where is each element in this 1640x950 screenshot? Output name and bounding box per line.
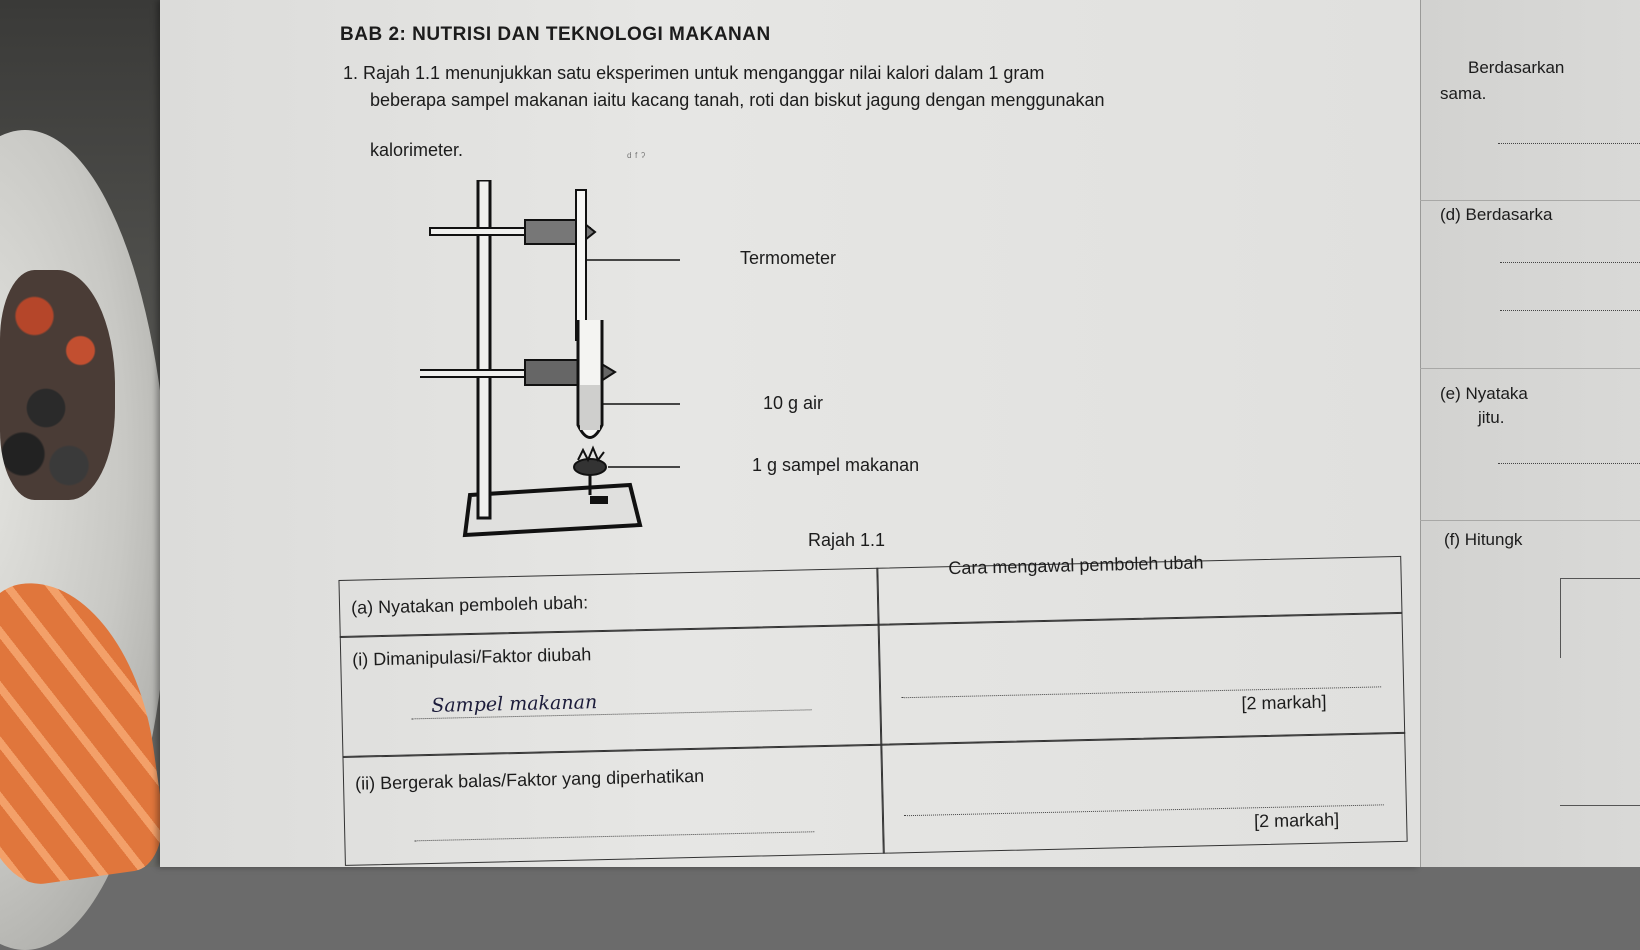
marks-label: [2 markah]: [1253, 809, 1340, 832]
worksheet-page-right: [1420, 0, 1640, 867]
question-e-text: (e) Nyataka: [1440, 384, 1528, 403]
variables-table: [338, 536, 1420, 860]
table-row-right: [880, 732, 1407, 854]
table-row-right: [878, 612, 1406, 746]
chapter-title: BAB 2: NUTRISI DAN TEKNOLOGI MAKANAN: [340, 24, 771, 45]
row-label-responding: (ii) Bergerak balas/Faktor yang diperhatikan: [354, 765, 705, 794]
section-divider: [1420, 520, 1640, 521]
answer-box-top: [1560, 578, 1640, 579]
answer-line: [1498, 143, 1640, 144]
label-food-sample: 1 g sampel makanan: [752, 455, 920, 475]
question-c-text: Berdasarkan: [1468, 58, 1565, 77]
question-e-text-2: jitu.: [1478, 408, 1505, 427]
pencil-scribble: ᵈ ᶠ ˀ: [627, 150, 646, 164]
table-header-right-text: Cara mengawal pemboleh ubah: [948, 552, 1204, 579]
answer-box-side: [1560, 578, 1561, 658]
question-line-3: kalorimeter.: [370, 140, 464, 160]
section-divider: [1420, 368, 1640, 369]
answer-box-bottom: [1560, 805, 1640, 806]
table-row: [340, 624, 883, 758]
label-thermometer: Termometer: [740, 248, 837, 268]
background-left: [0, 0, 175, 867]
row-label-manipulated: (i) Dimanipulasi/Faktor diubah: [352, 644, 592, 670]
question-c-text-2: sama.: [1440, 84, 1487, 103]
berries: [0, 270, 115, 500]
answer-line: [1500, 310, 1640, 311]
answer-line: [1500, 262, 1640, 263]
table-row: [342, 744, 884, 866]
figure-caption: Rajah 1.1: [808, 530, 886, 550]
table-header-left-text: (a) Nyatakan pemboleh ubah:: [350, 592, 589, 618]
answer-line: [1498, 463, 1640, 464]
question-line-1: 1. Rajah 1.1 menunjukkan satu eksperimen untuk menganggar nilai kalori dalam 1 gram: [343, 63, 1045, 83]
marks-label: [2 markah]: [1241, 691, 1327, 714]
handwritten-answer[interactable]: Sampel makanan: [431, 691, 598, 717]
question-d-text: (d) Berdasarka: [1440, 205, 1553, 224]
question-line-2: beberapa sampel makanan iaitu kacang tanah, roti dan biskut jagung dengan menggunakan: [370, 90, 1105, 110]
calorimeter-apparatus: [420, 180, 680, 540]
section-divider: [1420, 200, 1640, 201]
label-water: 10 g air: [763, 393, 824, 413]
question-f-text: (f) Hitungk: [1444, 530, 1523, 549]
